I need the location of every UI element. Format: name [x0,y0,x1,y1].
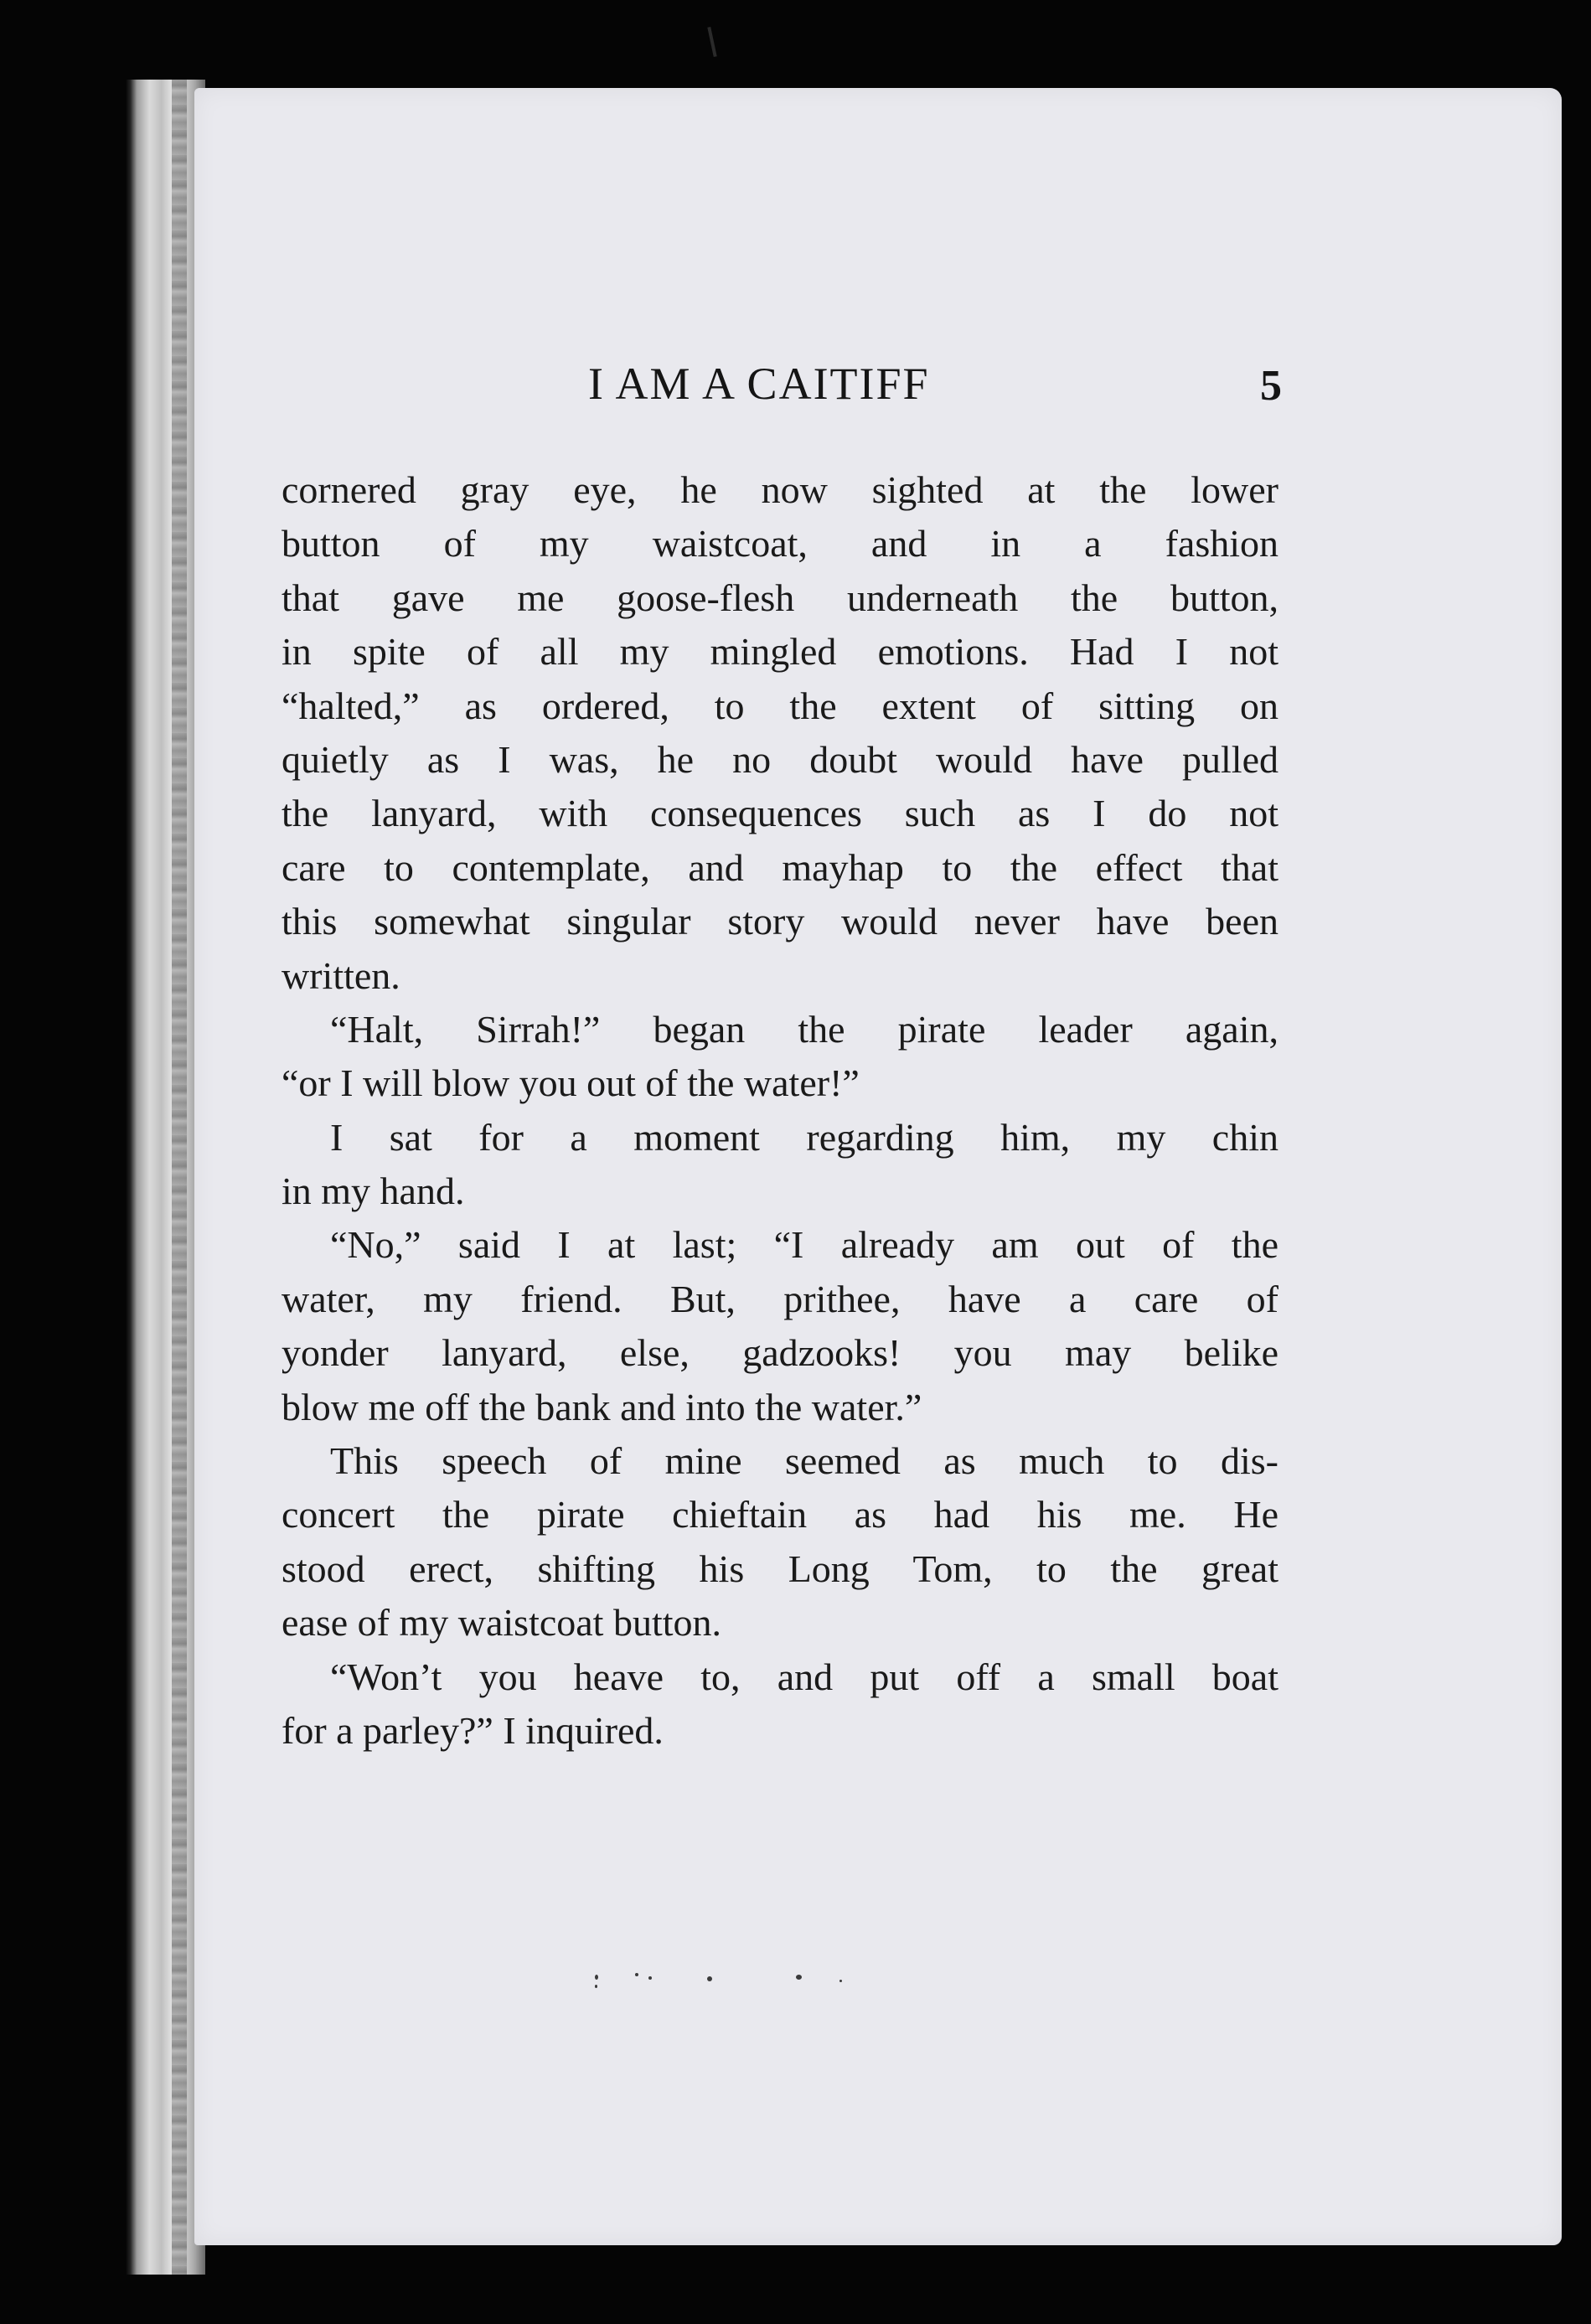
text-line: ease of my waistcoat button. [282,1601,722,1645]
text-line: This speech of mine seemed as much to dis- [330,1439,1278,1483]
text-line: the lanyard, with consequences such as I do not [282,792,1278,835]
text-line: button of my waistcoat, and in a fashion [282,522,1278,566]
text-line: care to contemplate, and mayhap to the effect that [282,845,1278,889]
text-line: I sat for a moment regarding him, my chin [330,1115,1278,1159]
text-line: yonder lanyard, else, gadzooks! you may belike [282,1331,1278,1375]
text-line: in spite of all my mingled emotions. Had I not [282,630,1278,674]
scan-speck [796,1975,802,1980]
text-line: cornered gray eye, he now sighted at the lower [282,468,1278,511]
scan-speck [595,1985,597,1988]
text-line: “Halt, Sirrah!” began the pirate leader again, [330,1007,1278,1051]
scan-speck [595,1975,598,1980]
scan-speck [635,1973,638,1976]
running-head-title: I AM A CAITIFF [588,359,930,409]
text-line: blow me off the bank and into the water.” [282,1385,922,1428]
scan-speck [648,1976,652,1980]
text-line: “Won’t you heave to, and put off a small boat [330,1655,1278,1698]
scan-speck [707,1976,712,1981]
body-text [282,463,1278,1758]
text-line: that gave me goose-flesh underneath the button, [282,576,1278,619]
text-line: in my hand. [282,1170,465,1213]
page-number: 5 [1260,362,1282,410]
text-line: “halted,” as ordered, to the extent of sitting on [282,684,1278,727]
text-line: for a parley?” I inquired. [282,1708,664,1752]
text-line: quietly as I was, he no doubt would have pulled [282,737,1278,781]
scan-speck [839,1980,842,1982]
book-gutter [126,80,205,2275]
book-page [194,88,1562,2245]
text-line: written. [282,953,400,997]
text-line: stood erect, shifting his Long Tom, to the great [282,1547,1278,1590]
text-line: concert the pirate chieftain as had his me. He [282,1493,1278,1536]
scan-artifact-mark [707,27,716,57]
book-gutter-edge [172,80,187,2275]
text-line: this somewhat singular story would never have been [282,900,1278,943]
text-line: “or I will blow you out of the water!” [282,1061,860,1105]
running-head [194,358,1562,408]
text-line: “No,” said I at last; “I already am out of the [330,1223,1278,1267]
text-line: water, my friend. But, prithee, have a care of [282,1277,1278,1320]
